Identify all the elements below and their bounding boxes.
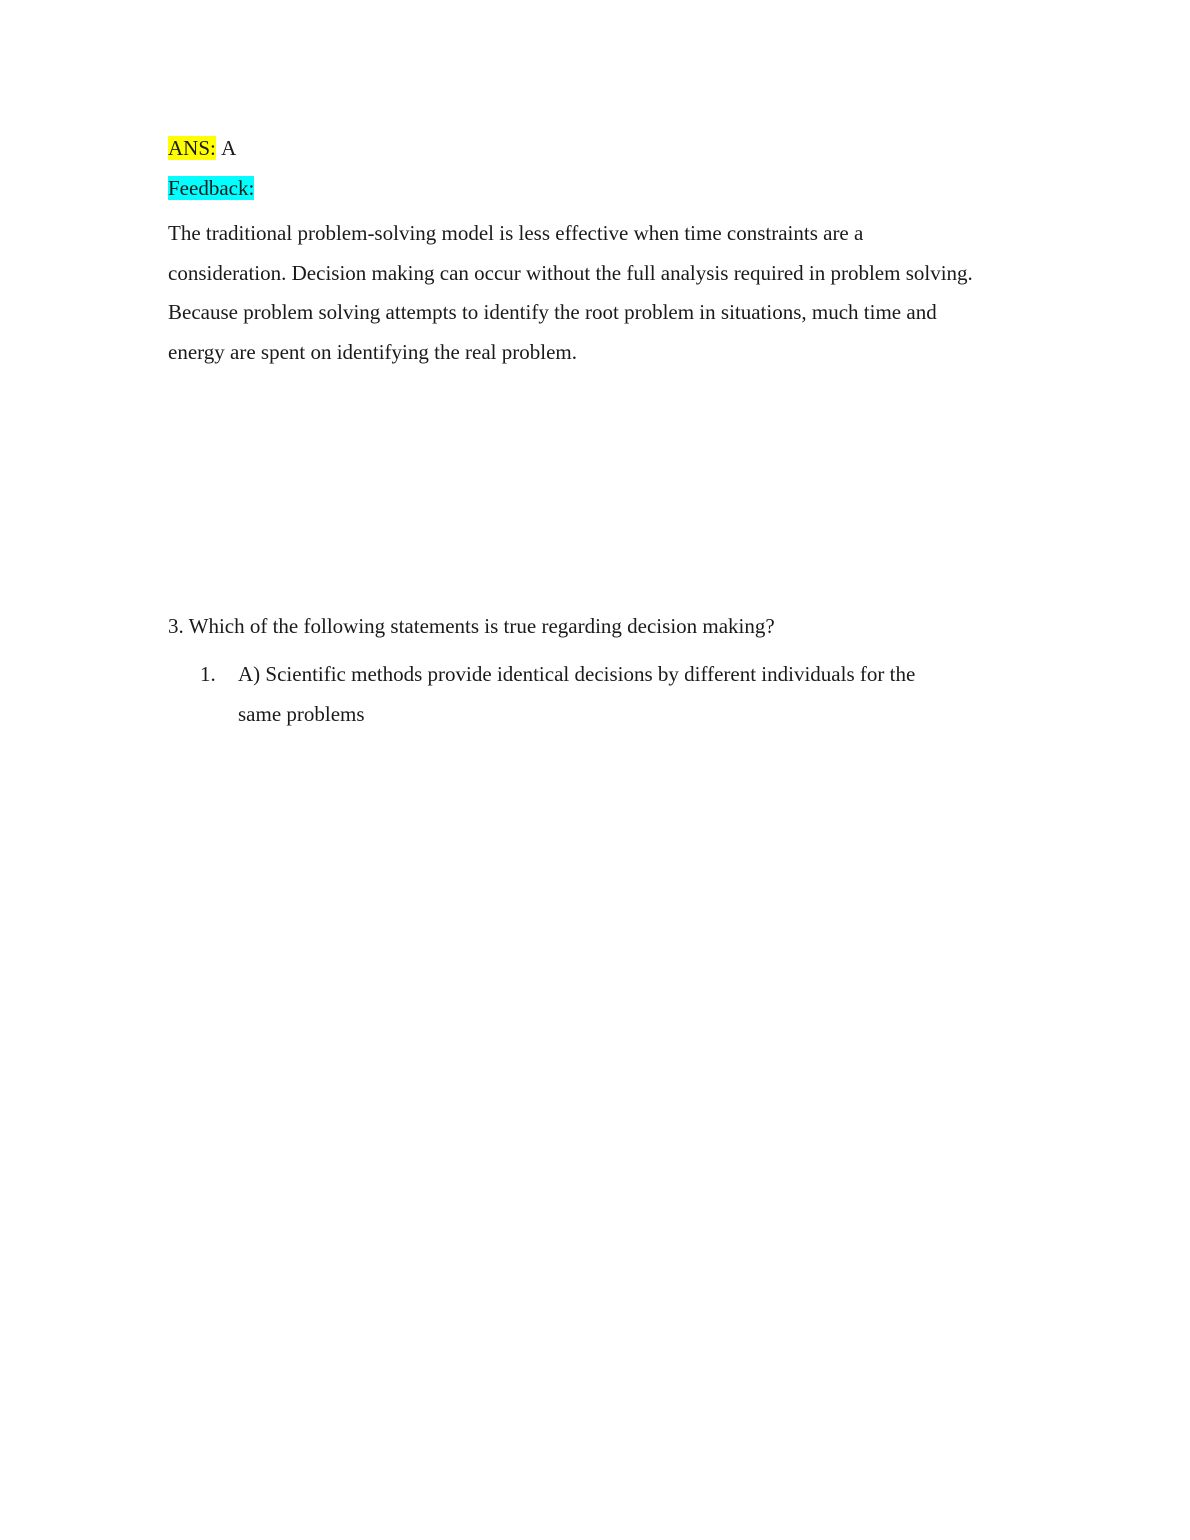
- feedback-heading-line: [168, 175, 254, 201]
- option-text: [238, 654, 998, 734]
- question-text: 3. Which of the following statements is true regarding decision making?: [168, 614, 775, 638]
- option-number: 1.: [200, 662, 216, 686]
- feedback-line: Because problem solving attempts to identify the root problem in situations, much time and: [168, 300, 937, 324]
- feedback-text: [168, 214, 1038, 372]
- feedback-line: energy are spent on identifying the real problem.: [168, 339, 577, 364]
- option-line: same problems: [238, 702, 365, 726]
- answer-line: [168, 135, 236, 161]
- feedback-line: The traditional problem-solving model is less effective when time constraints are a: [168, 221, 864, 245]
- answer-label: ANS:: [168, 136, 216, 160]
- option-line: A) Scientific methods provide identical decisions by different individuals for the: [238, 662, 916, 686]
- feedback-label: Feedback:: [168, 176, 255, 200]
- answer-value: A: [221, 136, 237, 160]
- feedback-line: consideration. Decision making can occur without the full analysis required in problem solving.: [168, 260, 973, 285]
